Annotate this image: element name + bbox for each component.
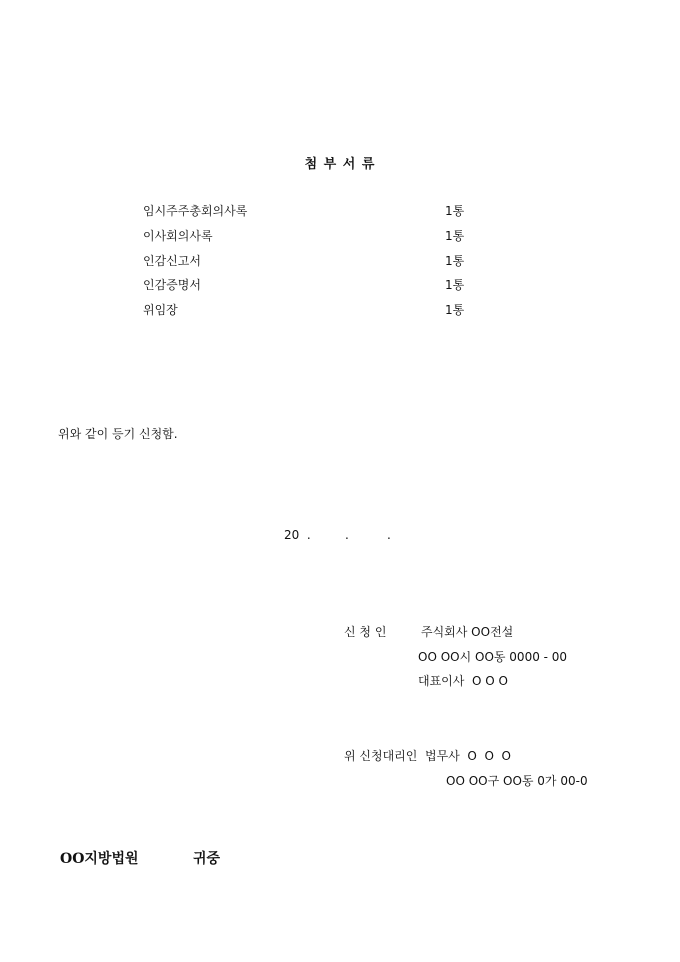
attachment-name: 위임장	[143, 303, 178, 317]
request-statement: 위와 같이 등기 신청함.	[58, 427, 178, 441]
applicant-company-name: 주식회사 OO전설	[421, 625, 514, 639]
attachment-qty: 1통	[445, 204, 465, 218]
application-date: 20 . . .	[284, 528, 391, 542]
applicant-representative: 대표이사 O O O	[418, 674, 508, 688]
applicant-label: 신 청 인	[344, 625, 387, 639]
attachment-name: 이사회의사록	[143, 229, 213, 243]
attachment-qty: 1통	[445, 303, 465, 317]
attachment-qty: 1통	[445, 229, 465, 243]
attachment-name: 임시주주총회의사록	[143, 204, 248, 218]
attachment-name: 인감신고서	[143, 254, 201, 268]
agent-address: OO OO구 OO동 0가 00-0	[446, 774, 588, 788]
attachment-name: 인감증명서	[143, 278, 201, 292]
court-honorific: 귀중	[193, 851, 221, 867]
court-name: OO지방법원	[60, 851, 139, 867]
agent-label: 위 신청대리인 법무사 O O O	[344, 749, 511, 763]
attachment-qty: 1통	[445, 254, 465, 268]
applicant-address: OO OO시 OO동 0000 - 00	[418, 650, 568, 664]
attachments-title: 첨 부 서 류	[304, 157, 376, 172]
attachment-qty: 1통	[445, 278, 465, 292]
